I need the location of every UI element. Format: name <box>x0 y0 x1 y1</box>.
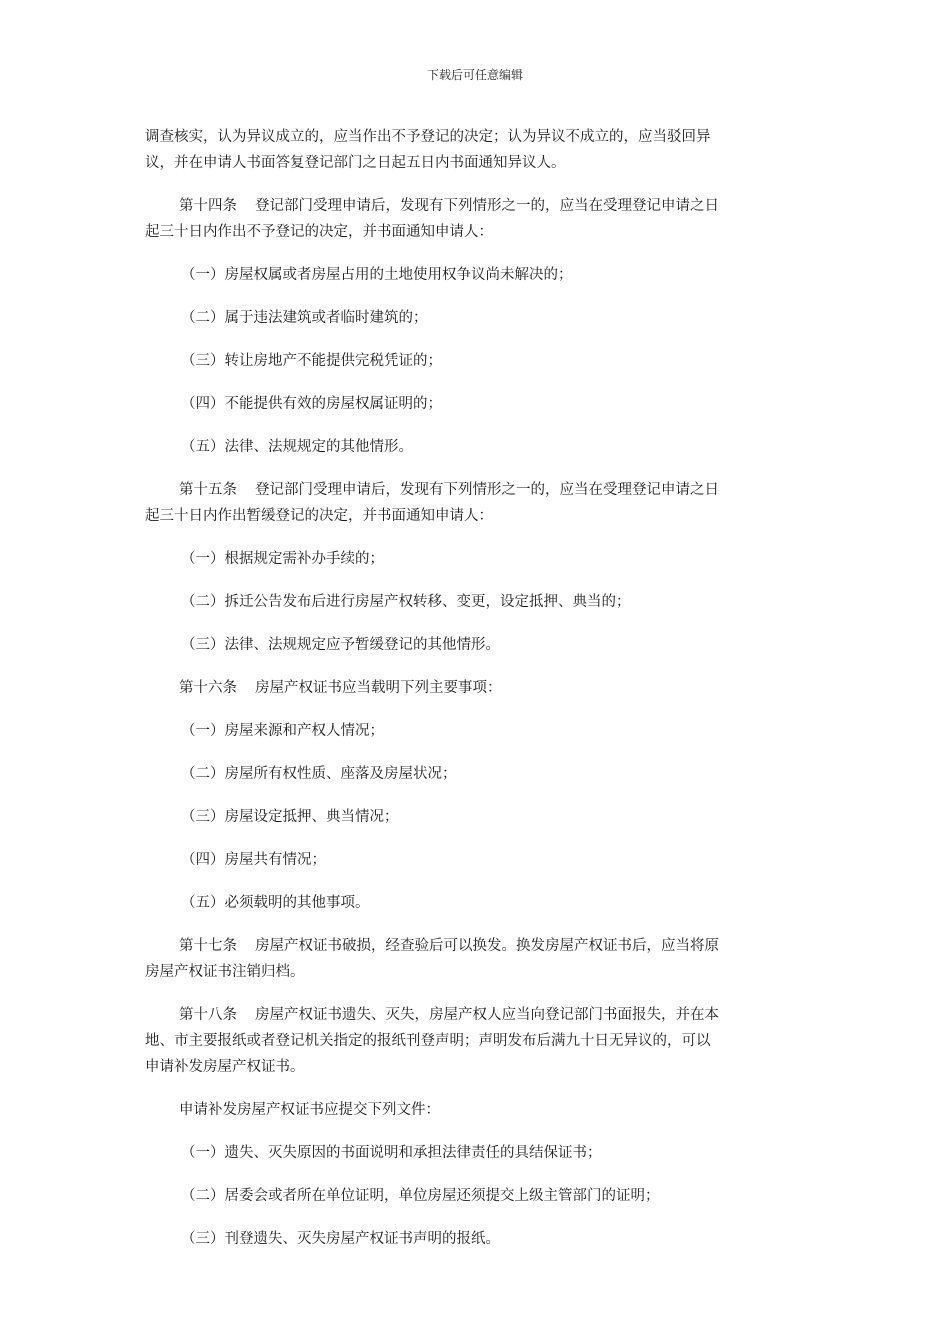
list-item: （二）房屋所有权性质、座落及房屋状况； <box>181 766 457 782</box>
list-item: （五）法律、法规规定的其他情形。 <box>181 439 413 455</box>
article-text: 房屋产权证书应当载明下列主要事项： <box>255 680 502 696</box>
list-item: （一）根据规定需补办手续的； <box>181 551 384 567</box>
paragraph-continuation <box>145 124 805 176</box>
list-item: （五）必须载明的其他事项。 <box>181 895 370 911</box>
article-number: 第十五条 <box>179 482 237 498</box>
article-line <box>145 933 805 959</box>
paragraph-line: 调查核实，认为异议成立的，应当作出不予登记的决定；认为异议不成立的，应当驳回异 <box>145 129 711 145</box>
paragraph-line: 议，并在申请人书面答复登记部门之日起五日内书面通知异议人。 <box>145 155 566 171</box>
list-item: （三）转让房地产不能提供完税凭证的； <box>181 353 442 369</box>
article-number: 第十八条 <box>179 1007 237 1023</box>
article-line <box>145 1002 805 1028</box>
list-item: （三）房屋设定抵押、典当情况； <box>181 809 399 825</box>
article-line <box>145 477 805 503</box>
article-18 <box>145 1002 805 1080</box>
article-14 <box>145 193 805 245</box>
article-16 <box>145 675 805 701</box>
list-item: （一）遗失、灭失原因的书面说明和承担法律责任的具结保证书； <box>181 1145 602 1161</box>
list-item: （二）居委会或者所在单位证明，单位房屋还须提交上级主管部门的证明； <box>181 1188 660 1204</box>
article-number: 第十六条 <box>179 680 237 696</box>
list-item: （一）房屋来源和产权人情况； <box>181 723 384 739</box>
article-line <box>145 675 805 701</box>
list-item: （四）房屋共有情况； <box>181 852 326 868</box>
page-header: 下载后可任意编辑 <box>426 68 523 82</box>
article-text: 登记部门受理申请后，发现有下列情形之一的，应当在受理登记申请之日 <box>255 198 719 214</box>
article-number: 第十七条 <box>179 938 237 954</box>
article-text: 房屋产权证书破损，经查验后可以换发。换发房屋产权证书后，应当将原 <box>255 938 719 954</box>
article-17 <box>145 933 805 985</box>
list-item: （二）属于违法建筑或者临时建筑的； <box>181 310 428 326</box>
article-15 <box>145 477 805 529</box>
article-line: 申请补发房屋产权证书。 <box>145 1059 305 1075</box>
list-item: （一）房屋权属或者房屋占用的土地使用权争议尚未解决的； <box>181 267 573 283</box>
article-text: 登记部门受理申请后，发现有下列情形之一的，应当在受理登记申请之日 <box>255 482 719 498</box>
article-number: 第十四条 <box>179 198 237 214</box>
document-body <box>145 124 805 1269</box>
article-line: 地、市主要报纸或者登记机关指定的报纸刊登声明；声明发布后满九十日无异议的，可以 <box>145 1033 711 1049</box>
paragraph-line: 申请补发房屋产权证书应提交下列文件： <box>179 1102 440 1118</box>
article-line: 起三十日内作出不予登记的决定，并书面通知申请人： <box>145 224 493 240</box>
list-item: （四）不能提供有效的房屋权属证明的； <box>181 396 442 412</box>
article-text: 房屋产权证书遗失、灭失，房屋产权人应当向登记部门书面报失，并在本 <box>255 1007 719 1023</box>
list-item: （二）拆迁公告发布后进行房屋产权转移、变更，设定抵押、典当的； <box>181 594 631 610</box>
article-line: 房屋产权证书注销归档。 <box>145 964 305 980</box>
list-item: （三）刊登遗失、灭失房屋产权证书声明的报纸。 <box>181 1231 500 1247</box>
reissue-intro <box>145 1097 805 1123</box>
article-line: 起三十日内作出暂缓登记的决定，并书面通知申请人： <box>145 508 493 524</box>
list-item: （三）法律、法规规定应予暂缓登记的其他情形。 <box>181 637 500 653</box>
article-line <box>145 193 805 219</box>
